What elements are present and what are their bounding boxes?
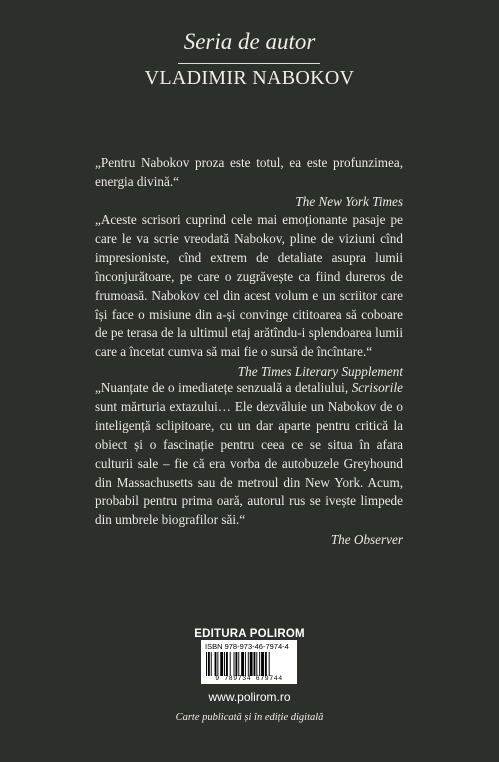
barcode-stripe [208, 652, 210, 676]
quote-block-3 [95, 379, 403, 549]
quote-text [95, 379, 403, 530]
barcode [201, 640, 297, 684]
barcode-stripe [248, 652, 249, 676]
barcode-stripe [241, 652, 244, 676]
publisher-name: EDITURA POLIROM [194, 628, 305, 640]
quote-source: The Times Literary Supplement [237, 364, 403, 380]
barcode-stripe [256, 652, 257, 676]
barcode-stripe [226, 652, 228, 676]
barcode-stripe [220, 652, 223, 676]
barcode-stripe [238, 652, 239, 676]
barcode-stripe [211, 652, 212, 676]
barcode-bars [205, 652, 293, 676]
barcode-stripe [269, 652, 270, 676]
barcode-stripe [215, 652, 217, 676]
barcode-stripe [206, 652, 207, 676]
website-link[interactable]: www.polirom.ro [208, 690, 291, 704]
barcode-stripe [254, 652, 256, 676]
header-divider [178, 63, 320, 64]
digital-edition-note: Carte publicată și în ediție digitală [175, 712, 324, 723]
quote-text: „Aceste scrisori cuprind cele mai emoționante pasaje pe care le va scrie vreodată Nabokov, pline de viziuni cînd impresioniste, cînd extrem de detaliate asupra lumii înconjurătoare, pe care o zugrăvește ca fiind dureros de frumoasă. Nabokov cel din acest volum e un scriitor care își face o misiune din a-și convinge cititoarea să coboare de pe terasa de la ultimul etaj arătîndu-i splendoarea lumii care a încetat cumva să mai fie o sursă de încîntare.“ [95, 212, 403, 360]
barcode-stripe [230, 652, 231, 676]
quote-text: „Pentru Nabokov proza este totul, ea este profunzimea, energia divină.“ [95, 155, 403, 189]
book-title: Scrisorile [351, 380, 403, 395]
barcode-stripe [259, 652, 260, 676]
barcode-digits: 9 789734 679744 [215, 675, 283, 682]
quote-block-2 [95, 211, 403, 381]
barcode-stripe [234, 652, 235, 676]
barcode-stripe [235, 652, 237, 676]
quote-block-1 [95, 154, 403, 211]
barcode-stripe [250, 652, 253, 676]
barcode-stripe [265, 652, 267, 676]
barcode-stripe [245, 652, 246, 676]
quote-text-part: sunt mărturia extazului… Ele dezvăluie un Nabokov de o inteligență sclipitoare, cu un dar aparte pentru critică la obiect și o fascinație pentru ceea ce se situa în afara culturii sale – fie că era vorba de autobuzele Greyhound din Massachusetts sau de metroul din New York. Acum, probabil pentru prima oară, autorul rus se ivește limpede din umbrele biografilor săi.“ [95, 398, 403, 528]
quote-source: The Observer [330, 532, 403, 548]
barcode-stripe [261, 652, 264, 676]
barcode-stripe [217, 652, 218, 676]
quote-source: The New York Times [295, 193, 403, 209]
series-title: Seria de autor [183, 29, 316, 54]
quote-text-part: „Nuanțate de o imediatețe senzuală a detaliului, [95, 380, 352, 395]
barcode-stripe [224, 652, 225, 676]
isbn-label: ISBN 978-973-46-7974-4 [205, 642, 289, 651]
author-name: VLADIMIR NABOKOV [144, 67, 355, 89]
